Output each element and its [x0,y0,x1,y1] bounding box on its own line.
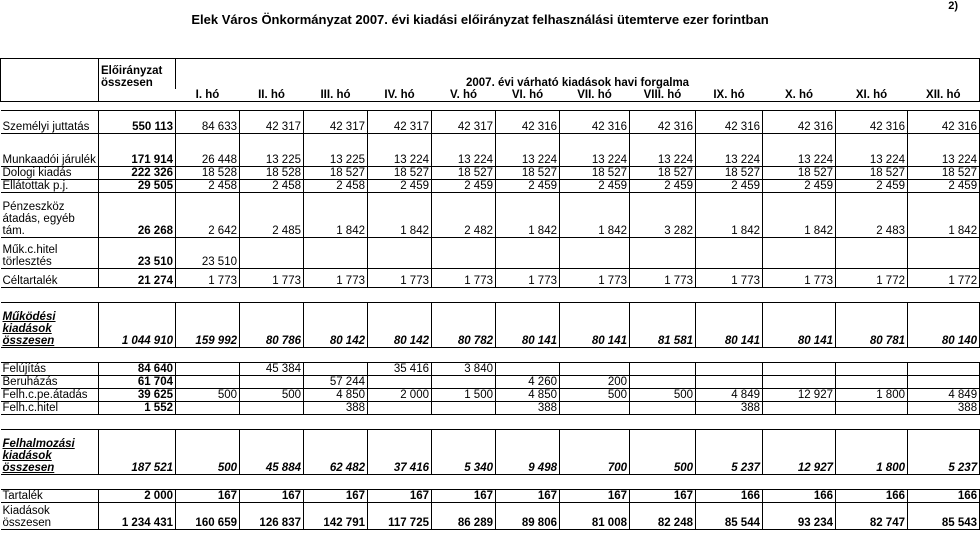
month-cell: 13 224 [908,134,980,167]
month-cell: 167 [560,490,630,503]
month-cell [908,238,980,269]
month-cell: 18 528 [240,167,304,180]
page-title: Elek Város Önkormányzat 2007. évi kiadási előirányzat felhasználási ütemterve ezer forintban [191,12,769,27]
month-cell [368,376,432,389]
month-cell: 3 840 [432,363,496,376]
month-header: XI. hó [836,89,908,102]
month-cell: 1 800 [836,430,908,475]
month-cell: 1 842 [696,193,763,238]
month-cell: 42 317 [240,111,304,134]
month-cell: 13 224 [368,134,432,167]
header-blank2 [99,89,176,102]
month-cell: 2 482 [432,193,496,238]
month-cell: 388 [908,402,980,415]
month-cell: 18 527 [304,167,368,180]
month-cell: 42 316 [560,111,630,134]
month-cell: 18 527 [560,167,630,180]
month-cell: 126 837 [240,503,304,530]
row-label: Felh.c.hitel [1,402,99,415]
month-cell: 1 772 [908,269,980,288]
month-cell: 2 459 [836,180,908,193]
month-cell: 85 544 [696,503,763,530]
month-cell [560,402,630,415]
month-cell: 18 527 [368,167,432,180]
month-cell [763,363,836,376]
month-cell: 388 [304,402,368,415]
month-cell [908,376,980,389]
month-header: II. hó [240,89,304,102]
month-header: V. hó [432,89,496,102]
month-cell: 167 [304,490,368,503]
month-cell: 1 772 [836,269,908,288]
month-cell [496,238,560,269]
month-cell: 35 416 [368,363,432,376]
header-group-label: 2007. évi várható kiadások havi forgalma [176,59,980,90]
table-row [1,389,980,402]
month-cell: 166 [763,490,836,503]
month-cell: 80 782 [432,303,496,348]
month-cell: 160 659 [176,503,240,530]
row-total: 1 234 431 [99,503,176,530]
month-cell: 1 773 [432,269,496,288]
month-cell: 12 927 [763,430,836,475]
month-cell: 167 [496,490,560,503]
month-cell: 80 141 [696,303,763,348]
table-row [1,490,980,503]
month-cell: 1 773 [696,269,763,288]
row-label: Felhalmozási kiadások összesen [1,430,99,475]
month-cell: 13 224 [496,134,560,167]
month-cell: 42 316 [763,111,836,134]
month-cell: 81 581 [630,303,696,348]
header-total-label: Előirányzat összesen [99,59,176,90]
month-cell: 5 237 [696,430,763,475]
month-cell: 80 141 [496,303,560,348]
row-label: Személyi juttatás [1,111,99,134]
month-header: IX. hó [696,89,763,102]
month-cell [240,402,304,415]
month-cell: 2 458 [240,180,304,193]
month-cell: 2 459 [763,180,836,193]
month-cell [432,402,496,415]
row-label: Beruházás [1,376,99,389]
month-cell: 45 384 [240,363,304,376]
month-cell [630,238,696,269]
spacer [1,102,980,111]
month-cell [696,238,763,269]
spacer [1,288,980,303]
month-header: VIII. hó [630,89,696,102]
table-row [1,269,980,288]
table-row [1,193,980,238]
row-total: 23 510 [99,238,176,269]
table-row [1,134,980,167]
month-cell: 13 224 [630,134,696,167]
month-cell: 1 773 [240,269,304,288]
month-cell [836,376,908,389]
month-cell: 159 992 [176,303,240,348]
month-header: X. hó [763,89,836,102]
month-cell [304,363,368,376]
row-total: 61 704 [99,376,176,389]
month-cell: 80 786 [240,303,304,348]
month-cell: 500 [176,389,240,402]
month-cell: 388 [496,402,560,415]
month-cell [836,363,908,376]
month-cell: 84 633 [176,111,240,134]
table-row [1,503,980,530]
month-cell: 2 458 [304,180,368,193]
month-cell: 167 [432,490,496,503]
month-cell: 4 260 [496,376,560,389]
row-label: Ellátottak p.j. [1,180,99,193]
month-cell [836,238,908,269]
table-row [1,363,980,376]
month-cell [908,363,980,376]
month-cell [836,402,908,415]
budget-table [0,58,980,530]
row-total: 171 914 [99,134,176,167]
row-label: Tartalék [1,490,99,503]
month-cell: 42 317 [368,111,432,134]
month-cell: 2 483 [836,193,908,238]
row-label: Céltartalék [1,269,99,288]
month-cell: 500 [630,389,696,402]
month-cell: 5 237 [908,430,980,475]
month-cell [432,238,496,269]
header-blank [1,89,99,102]
month-cell: 1 773 [368,269,432,288]
table-row [1,430,980,475]
row-label: Munkaadói járulék [1,134,99,167]
month-cell: 2 000 [368,389,432,402]
row-total: 39 625 [99,389,176,402]
month-cell: 2 485 [240,193,304,238]
month-cell: 80 781 [836,303,908,348]
month-cell: 18 527 [763,167,836,180]
month-cell: 166 [696,490,763,503]
month-cell: 1 500 [432,389,496,402]
month-cell: 166 [908,490,980,503]
month-cell: 13 224 [763,134,836,167]
month-cell [696,376,763,389]
month-cell: 200 [560,376,630,389]
month-cell [630,376,696,389]
month-cell: 13 225 [240,134,304,167]
row-total: 29 505 [99,180,176,193]
month-cell [763,238,836,269]
month-cell [630,363,696,376]
month-cell [763,376,836,389]
row-total: 21 274 [99,269,176,288]
table-row [1,238,980,269]
month-cell: 85 543 [908,503,980,530]
month-cell: 57 244 [304,376,368,389]
header-empty-label [1,59,99,90]
month-cell: 167 [368,490,432,503]
month-cell: 1 773 [763,269,836,288]
row-label: Dologi kiadás [1,167,99,180]
row-label: Pénzeszköz átadás, egyéb tám. [1,193,99,238]
row-total: 550 113 [99,111,176,134]
month-cell: 42 316 [836,111,908,134]
month-cell: 500 [176,430,240,475]
month-cell: 167 [240,490,304,503]
month-cell: 80 142 [304,303,368,348]
month-cell: 62 482 [304,430,368,475]
table-row [1,180,980,193]
month-cell: 4 850 [496,389,560,402]
month-cell: 1 842 [496,193,560,238]
table-row [1,303,980,348]
month-cell: 80 142 [368,303,432,348]
row-total: 26 268 [99,193,176,238]
spacer [1,348,980,363]
month-cell: 42 316 [908,111,980,134]
month-cell: 1 773 [176,269,240,288]
month-cell [304,238,368,269]
month-cell: 166 [836,490,908,503]
month-cell: 13 224 [560,134,630,167]
row-total: 222 326 [99,167,176,180]
month-cell: 2 458 [176,180,240,193]
month-header: VII. hó [560,89,630,102]
month-cell [696,363,763,376]
month-cell: 4 849 [696,389,763,402]
month-cell [560,238,630,269]
month-cell [763,402,836,415]
row-total: 1 552 [99,402,176,415]
month-cell: 3 282 [630,193,696,238]
month-cell: 2 459 [908,180,980,193]
month-cell: 1 800 [836,389,908,402]
month-cell [368,238,432,269]
month-cell [368,402,432,415]
month-cell [630,402,696,415]
month-cell: 37 416 [368,430,432,475]
month-cell [176,376,240,389]
month-cell: 117 725 [368,503,432,530]
month-cell: 2 459 [696,180,763,193]
month-cell: 42 317 [304,111,368,134]
month-cell: 1 773 [496,269,560,288]
month-cell: 13 225 [304,134,368,167]
month-cell: 18 527 [496,167,560,180]
month-cell: 5 340 [432,430,496,475]
month-cell: 4 850 [304,389,368,402]
month-cell: 26 448 [176,134,240,167]
month-cell: 1 842 [560,193,630,238]
row-label: Felújítás [1,363,99,376]
month-cell [176,402,240,415]
month-cell: 2 459 [560,180,630,193]
month-cell: 42 316 [496,111,560,134]
month-header: VI. hó [496,89,560,102]
month-cell [240,238,304,269]
month-cell: 18 527 [432,167,496,180]
month-cell: 2 642 [176,193,240,238]
month-cell: 700 [560,430,630,475]
month-cell: 18 527 [836,167,908,180]
month-cell: 42 316 [630,111,696,134]
month-cell: 500 [630,430,696,475]
month-cell: 2 459 [432,180,496,193]
month-cell: 1 842 [763,193,836,238]
table-row [1,111,980,134]
month-cell: 167 [176,490,240,503]
month-cell: 80 141 [560,303,630,348]
month-cell: 18 527 [696,167,763,180]
month-cell: 18 528 [176,167,240,180]
month-cell: 2 459 [630,180,696,193]
row-label: Kiadások összesen [1,503,99,530]
month-cell: 1 773 [304,269,368,288]
month-cell: 45 884 [240,430,304,475]
month-cell: 23 510 [176,238,240,269]
month-cell: 12 927 [763,389,836,402]
month-cell: 142 791 [304,503,368,530]
spacer [1,415,980,430]
month-cell: 86 289 [432,503,496,530]
page-number: 2) [948,0,958,12]
month-cell: 93 234 [763,503,836,530]
month-cell: 81 008 [560,503,630,530]
month-cell: 13 224 [836,134,908,167]
month-header: I. hó [176,89,240,102]
month-cell: 1 842 [304,193,368,238]
row-label: Működési kiadások összesen [1,303,99,348]
month-cell [176,363,240,376]
row-label: Felh.c.pe.átadás [1,389,99,402]
month-cell: 500 [240,389,304,402]
month-cell: 1 842 [908,193,980,238]
month-cell: 500 [560,389,630,402]
month-cell: 82 248 [630,503,696,530]
month-cell: 18 527 [908,167,980,180]
month-cell [560,363,630,376]
month-cell: 42 317 [432,111,496,134]
month-cell: 42 316 [696,111,763,134]
month-header: XII. hó [908,89,980,102]
spacer [1,475,980,490]
month-cell: 167 [630,490,696,503]
month-cell [496,363,560,376]
month-cell: 80 141 [763,303,836,348]
month-cell: 13 224 [696,134,763,167]
month-cell [240,376,304,389]
month-cell: 13 224 [432,134,496,167]
month-cell: 89 806 [496,503,560,530]
table-row [1,402,980,415]
month-cell [432,376,496,389]
month-cell: 80 140 [908,303,980,348]
month-cell: 2 459 [368,180,432,193]
row-total: 84 640 [99,363,176,376]
month-cell: 1 773 [630,269,696,288]
month-cell: 2 459 [496,180,560,193]
row-total: 187 521 [99,430,176,475]
month-cell: 388 [696,402,763,415]
month-cell: 4 849 [908,389,980,402]
month-cell: 9 498 [496,430,560,475]
month-cell: 18 527 [630,167,696,180]
row-total: 2 000 [99,490,176,503]
table-row [1,167,980,180]
table-row [1,376,980,389]
month-header: III. hó [304,89,368,102]
row-total: 1 044 910 [99,303,176,348]
month-header: IV. hó [368,89,432,102]
month-cell: 82 747 [836,503,908,530]
month-cell: 1 842 [368,193,432,238]
row-label: Műk.c.hitel törlesztés [1,238,99,269]
month-cell: 1 773 [560,269,630,288]
